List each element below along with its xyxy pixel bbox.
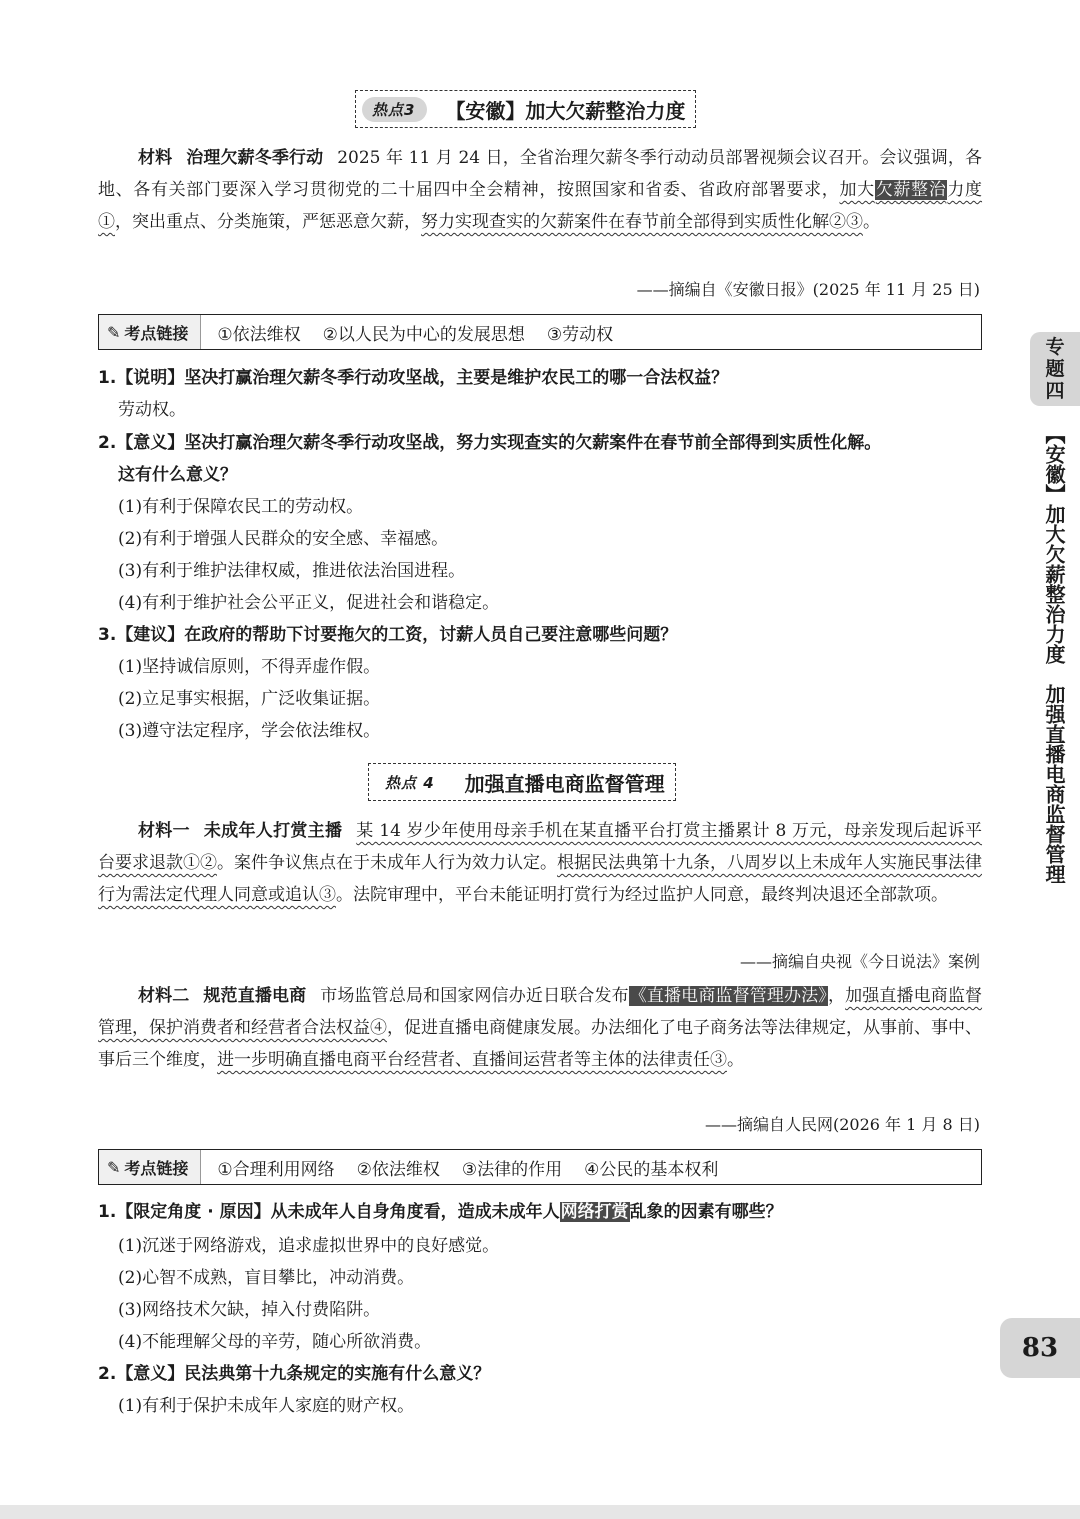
hot3-source: ——摘编自《安徽日报》(2025 年 11 月 25 日) xyxy=(636,280,980,299)
material-label: 材料一 xyxy=(138,821,190,841)
pencil-icon: ✎ xyxy=(107,1157,121,1177)
hot3-answer-2-4: (4)有利于维护社会公平正义，促进社会和谐稳定。 xyxy=(118,593,500,613)
hot4-material-2: 材料二 规范直播电商 市场监管总局和国家网信办近日联合发布《直播电商监督管理办法》，加强直播电商监督管理，保护消费者和经营者合法权益④，促进直播电商健康发展。办法细化了电子商务法等法律规定，从事前、事中、事后三个维度，进一步明确直播电商平台经营者、直播间运营者等主体的法律责任③。 xyxy=(98,986,983,1070)
hot4-knowledge-links xyxy=(98,1149,982,1185)
hot4-question-1: 1.【限定角度 · 原因】从未成年人自身角度看，造成未成年人网络打赏乱象的因素有哪些？ xyxy=(98,1202,783,1222)
material-key-phrase: 进一步明确直播电商平台经营者、直播间运营者等主体的法律责任③ xyxy=(217,1050,727,1070)
highlight-term: 网络打赏 xyxy=(560,1202,629,1222)
link-item: ①依法维权 xyxy=(217,324,301,345)
hot3-answer-2-3: (3)有利于维护法律权威，推进依法治国进程。 xyxy=(118,561,466,581)
material-key-phrase: 加强直播电商监督管理，保护消费者和经营者合法权益④ xyxy=(98,986,983,1038)
hot-point-3-heading: 【安徽】加大欠薪整治力度 xyxy=(445,98,686,123)
hot-point-4-heading: 加强直播电商监督管理 xyxy=(464,771,665,796)
hot3-knowledge-links xyxy=(98,314,982,350)
hot4-answer-2-1: (1)有利于保护未成年人家庭的财产权。 xyxy=(118,1396,415,1416)
hot4-source-1: ——摘编自央视《今日说法》案例 xyxy=(739,952,980,971)
material-key-phrase: 根据民法典第十九条，八周岁以上未成年人实施民事法律行为需法定代理人同意或追认③ xyxy=(98,853,982,905)
hot4-source-2: ——摘编自人民网(2026 年 1 月 8 日) xyxy=(705,1115,980,1134)
hot4-answer-1-1: (1)沉迷于网络游戏，追求虚拟世界中的良好感觉。 xyxy=(118,1236,500,1256)
material-key-phrase: 努力实现查实的欠薪案件在春节前全部得到实质性化解②③ xyxy=(421,212,863,232)
chapter-tab: 专 题 四 xyxy=(1030,332,1080,406)
hot3-answer-2-1: (1)有利于保障农民工的劳动权。 xyxy=(118,497,364,517)
links-label: ✎ 考点链接 xyxy=(99,315,201,349)
hot4-question-2: 2.【意义】民法典第十九条规定的实施有什么意义？ xyxy=(98,1364,491,1384)
links-label: ✎ 考点链接 xyxy=(99,1150,201,1184)
material-topic: 未成年人打赏主播 xyxy=(203,821,343,841)
hot-point-4-tag: 热点 4 xyxy=(375,770,447,795)
hot3-material: 材料 治理欠薪冬季行动 2025 年 11 月 24 日，全省治理欠薪冬季行动动员部署视频会议召开。会议强调，各地、各有关部门要深入学习贯彻党的二十届四中全会精神，按照国家和省委、省政府部署要求，加大欠薪整治力度①，突出重点、分类施策，严惩恶意欠薪，努力实现查实的欠薪案件在春节前全部得到实质性化解②③。 xyxy=(98,148,983,232)
hot-point-3-title xyxy=(355,90,696,128)
material-topic: 治理欠薪冬季行动 xyxy=(186,148,324,168)
hot3-answer-2-2: (2)有利于增强人民群众的安全感、幸福感。 xyxy=(118,529,449,549)
link-item: ②以人民为中心的发展思想 xyxy=(322,324,525,345)
link-item: ②依法维权 xyxy=(356,1159,440,1180)
hot4-answer-1-3: (3)网络技术欠缺，掉入付费陷阱。 xyxy=(118,1300,381,1320)
link-item: ③法律的作用 xyxy=(461,1159,563,1180)
material-topic: 规范直播电商 xyxy=(203,986,307,1006)
link-item: ④公民的基本权利 xyxy=(584,1159,719,1180)
hot-point-3-tag: 热点3 xyxy=(362,97,427,122)
material-key-phrase: 某 14 岁少年使用母亲手机在某直播平台打赏主播累计 8 万元，母亲发现后起诉平台要求退款①② xyxy=(98,821,983,873)
hot-point-4-title xyxy=(368,763,676,801)
pencil-icon: ✎ xyxy=(107,322,121,342)
hot3-answer-1: 劳动权。 xyxy=(118,400,186,420)
highlight-term: 欠薪整治 xyxy=(875,180,947,200)
hot3-answer-3-1: (1)坚持诚信原则，不得弄虚作假。 xyxy=(118,657,381,677)
hot3-answer-3-2: (2)立足事实根据，广泛收集证据。 xyxy=(118,689,381,709)
material-key-phrase: 加大欠薪整治力度① xyxy=(98,180,983,232)
link-item: ③劳动权 xyxy=(546,324,614,345)
hot4-answer-1-2: (2)心智不成熟，盲目攀比，冲动消费。 xyxy=(118,1268,415,1288)
hot3-question-3: 3.【建议】在政府的帮助下讨要拖欠的工资，讨薪人员自己要注意哪些问题？ xyxy=(98,625,678,645)
highlight-term: 《直播电商监督管理办法》 xyxy=(629,986,827,1006)
link-item: ①合理利用网络 xyxy=(217,1159,335,1180)
material-text: 2025 年 11 月 24 日，全省治理欠薪冬季行动动员部署视频会议召开。会议强调，各地、各有关部门要深入学习贯彻党的二十届四中全会精神，按照国家和省委、省政府部署要求， xyxy=(98,148,983,200)
material-label: 材料二 xyxy=(138,986,190,1006)
page-number: 83 xyxy=(1000,1318,1080,1378)
hot3-answer-3-3: (3)遵守法定程序，学会依法维权。 xyxy=(118,721,381,741)
chapter-side-title: 【安徽】加大欠薪整治力度 加强直播电商监督管理 xyxy=(1042,424,1066,884)
hot3-question-1: 1.【说明】坚决打赢治理欠薪冬季行动攻坚战，主要是维护农民工的哪一合法权益？ xyxy=(98,368,729,388)
hot4-answer-1-4: (4)不能理解父母的辛劳，随心所欲消费。 xyxy=(118,1332,432,1352)
hot3-question-2: 2.【意义】坚决打赢治理欠薪冬季行动攻坚战，努力实现查实的欠薪案件在春节前全部得到实质性化解。 xyxy=(98,433,882,453)
hot3-question-2-cont: 这有什么意义？ xyxy=(118,465,237,485)
hot4-material-1: 材料一 未成年人打赏主播 某 14 岁少年使用母亲手机在某直播平台打赏主播累计 8 万元，母亲发现后起诉平台要求退款①②。案件争议焦点在于未成年人行为效力认定。根据民法典第十九条，八周岁以上未成年人实施民事法律行为需法定代理人同意或追认③。法院审理中，平台未能证明打赏行为经过监护人同意，最终判决退还全部款项。 xyxy=(98,821,983,905)
material-label: 材料 xyxy=(138,148,173,168)
bottom-edge xyxy=(0,1505,1080,1519)
